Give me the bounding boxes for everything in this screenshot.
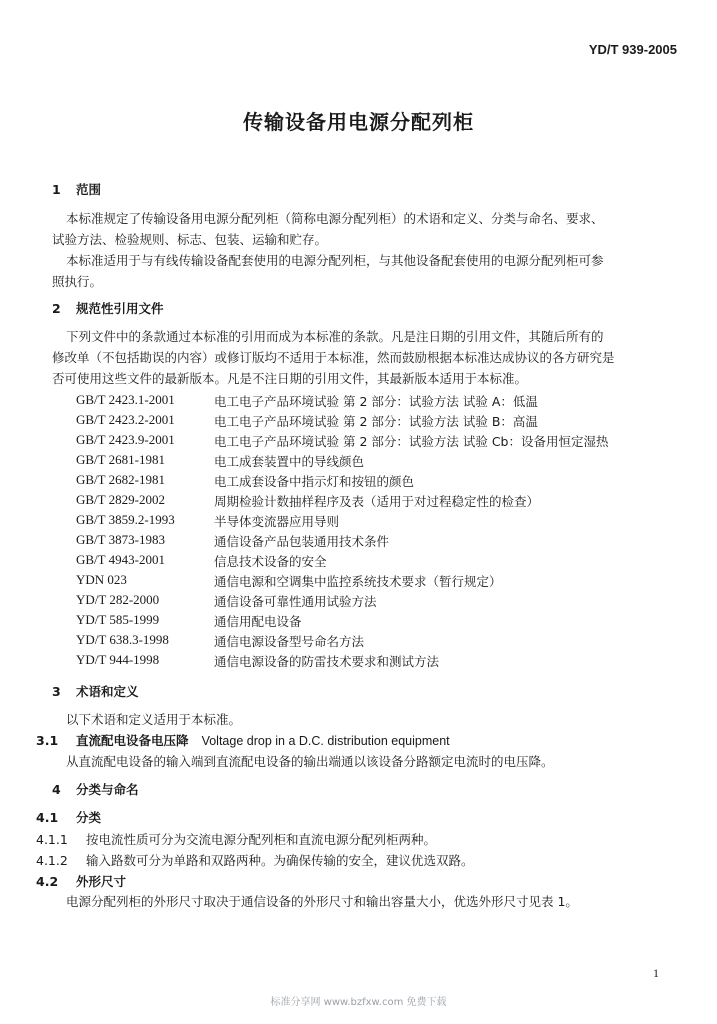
watermark: 标准分享网 www.bzfxw.com 免费下载 bbox=[270, 997, 447, 1008]
clause-text: 输入路数可分为单路和双路两种。为确保传输的安全，建议优选双路。 bbox=[86, 853, 474, 868]
reference-code: GB/T 2423.2-2001 bbox=[76, 412, 175, 427]
section-number: 4 bbox=[52, 782, 61, 797]
subsection-title: 分类 bbox=[76, 810, 102, 825]
reference-title: 通信设备可靠性通用试验方法 bbox=[214, 594, 377, 609]
term-english: Voltage drop in a D.C. distribution equipment bbox=[201, 734, 450, 748]
section-1-heading bbox=[52, 180, 101, 198]
reference-title: 通信设备产品包装通用技术条件 bbox=[214, 534, 390, 549]
subsection-number: 4.2 bbox=[36, 874, 59, 889]
subsection-number: 4.1 bbox=[36, 810, 59, 825]
reference-code: GB/T 2423.9-2001 bbox=[76, 432, 175, 447]
reference-code: GB/T 2681-1981 bbox=[76, 452, 165, 467]
document-title: 传输设备用电源分配列柜 bbox=[243, 110, 474, 134]
normative-para-line3: 否可使用这些文件的最新版本。凡是不注日期的引用文件，其最新版本适用于本标准。 bbox=[52, 371, 528, 386]
clause-4-2-text: 电源分配列柜的外形尺寸取决于通信设备的外形尺寸和输出容量大小，优选外形尺寸见表 1。 bbox=[66, 894, 578, 909]
reference-code: GB/T 3859.2-1993 bbox=[76, 512, 175, 527]
reference-code: YD/T 638.3-1998 bbox=[76, 632, 169, 647]
reference-code: GB/T 4943-2001 bbox=[76, 552, 165, 567]
reference-title: 电工电子产品环境试验 第 2 部分：试验方法 试验 Cb：设备用恒定湿热 bbox=[214, 434, 609, 449]
term-number: 3.1 bbox=[36, 733, 59, 748]
term-3-1-heading bbox=[36, 731, 450, 749]
clause-number: 4.1.1 bbox=[36, 832, 68, 847]
terms-intro: 以下术语和定义适用于本标准。 bbox=[66, 712, 242, 727]
subsection-title: 外形尺寸 bbox=[76, 874, 127, 889]
section-number: 1 bbox=[52, 182, 61, 197]
scope-para2-line1: 本标准适用于与有线传输设备配套使用的电源分配列柜，与其他设备配套使用的电源分配列柜可参 bbox=[66, 253, 604, 268]
standard-code: YD/T 939-2005 bbox=[588, 42, 677, 57]
section-title: 规范性引用文件 bbox=[76, 301, 164, 316]
reference-title: 信息技术设备的安全 bbox=[214, 554, 327, 569]
reference-code: GB/T 3873-1983 bbox=[76, 532, 165, 547]
reference-code: YDN 023 bbox=[76, 572, 127, 587]
clause-number: 4.1.2 bbox=[36, 853, 68, 868]
term-3-1-definition: 从直流配电设备的输入端到直流配电设备的输出端通以该设备分路额定电流时的电压降。 bbox=[66, 754, 554, 769]
page-number: 1 bbox=[653, 966, 659, 980]
clause-text: 按电流性质可分为交流电源分配列柜和直流电源分配列柜两种。 bbox=[86, 832, 437, 847]
reference-title: 通信用配电设备 bbox=[214, 614, 302, 629]
term-chinese: 直流配电设备电压降 bbox=[76, 733, 189, 748]
section-3-heading bbox=[52, 682, 139, 700]
subsection-4-2-heading bbox=[36, 872, 126, 890]
reference-title: 通信电源设备的防雷技术要求和测试方法 bbox=[214, 654, 440, 669]
reference-code: GB/T 2829-2002 bbox=[76, 492, 165, 507]
section-number: 2 bbox=[52, 301, 61, 316]
reference-title: 电工成套装置中的导线颜色 bbox=[214, 454, 365, 469]
section-4-heading bbox=[52, 780, 139, 798]
reference-title: 电工成套设备中指示灯和按钮的颜色 bbox=[214, 474, 415, 489]
reference-title: 电工电子产品环境试验 第 2 部分：试验方法 试验 B：高温 bbox=[214, 414, 538, 429]
scope-para1-line2: 试验方法、检验规则、标志、包装、运输和贮存。 bbox=[52, 232, 328, 247]
clause-4-1-2 bbox=[36, 850, 474, 871]
reference-code: GB/T 2423.1-2001 bbox=[76, 392, 175, 407]
clause-4-1-1 bbox=[36, 829, 436, 850]
section-number: 3 bbox=[52, 684, 61, 699]
scope-para1-line1: 本标准规定了传输设备用电源分配列柜（简称电源分配列柜）的术语和定义、分类与命名、要求、 bbox=[66, 211, 604, 226]
section-2-heading bbox=[52, 299, 164, 317]
section-title: 术语和定义 bbox=[76, 684, 139, 699]
section-title: 范围 bbox=[76, 182, 102, 197]
reference-code: YD/T 585-1999 bbox=[76, 612, 160, 627]
section-title: 分类与命名 bbox=[76, 782, 139, 797]
reference-code: YD/T 282-2000 bbox=[76, 592, 160, 607]
normative-para-line2: 修改单（不包括勘误的内容）或修订版均不适用于本标准，然而鼓励根据本标准达成协议的各方研究是 bbox=[52, 350, 615, 365]
reference-code: GB/T 2682-1981 bbox=[76, 472, 165, 487]
reference-title: 通信电源和空调集中监控系统技术要求（暂行规定） bbox=[214, 574, 502, 589]
normative-para-line1: 下列文件中的条款通过本标准的引用而成为本标准的条款。凡是注日期的引用文件，其随后所有的 bbox=[66, 329, 604, 344]
reference-code: YD/T 944-1998 bbox=[76, 652, 160, 667]
reference-title: 半导体变流器应用导则 bbox=[214, 514, 340, 529]
reference-title: 周期检验计数抽样程序及表（适用于对过程稳定性的检查） bbox=[214, 494, 540, 509]
subsection-4-1-heading bbox=[36, 808, 101, 826]
reference-title: 电工电子产品环境试验 第 2 部分：试验方法 试验 A：低温 bbox=[214, 394, 538, 409]
reference-title: 通信电源设备型号命名方法 bbox=[214, 634, 365, 649]
scope-para2-line2: 照执行。 bbox=[52, 274, 103, 289]
